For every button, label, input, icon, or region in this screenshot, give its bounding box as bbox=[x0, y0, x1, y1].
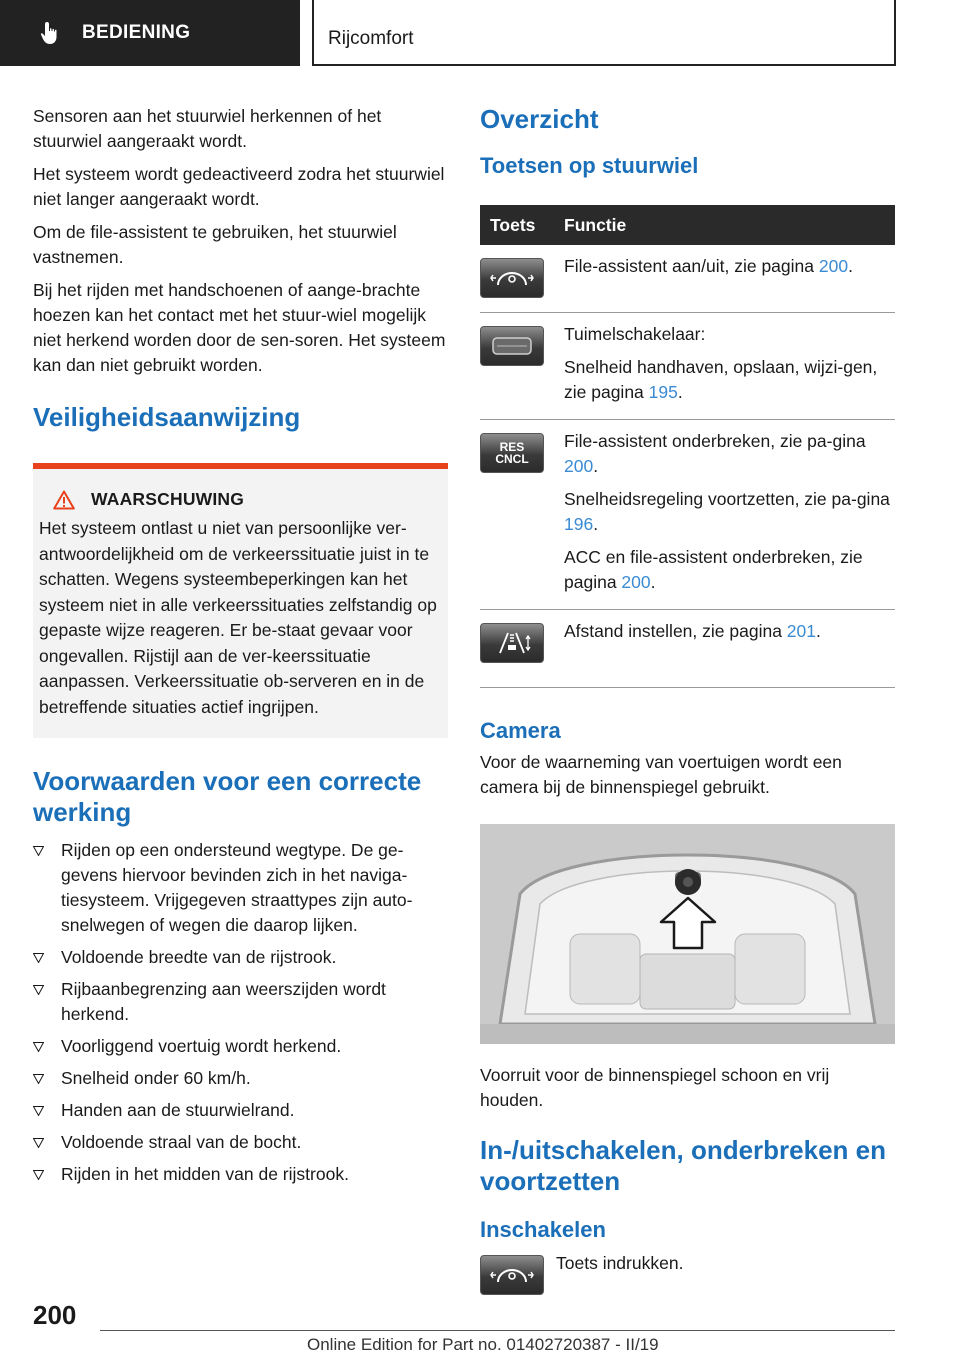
table-row bbox=[480, 245, 895, 313]
warning-triangle-icon bbox=[53, 490, 75, 510]
overview-heading: Overzicht bbox=[480, 104, 599, 134]
list-item: Rijbaanbegrenzing aan weerszijden wordt herkend. bbox=[33, 977, 448, 1027]
warning-title: WAARSCHUWING bbox=[91, 489, 245, 509]
hand-pointer-icon bbox=[38, 20, 64, 46]
res-cncl-icon: RES CNCL bbox=[480, 433, 544, 473]
left-column bbox=[33, 104, 448, 1194]
footer-divider bbox=[100, 1330, 895, 1331]
camera-note: Voorruit voor de binnenspiegel schoon en vrij houden. bbox=[480, 1065, 830, 1110]
list-item: Rijden in het midden van de rijstrook. bbox=[33, 1162, 448, 1187]
list-item: Voorliggend voertuig wordt herkend. bbox=[33, 1034, 448, 1059]
page-number: 200 bbox=[33, 1300, 77, 1330]
paragraph: Bij het rijden met handschoenen of aange-brachte hoezen kan het contact met het stuur-wiel mogelijk niet herkend worden door de sen-soren. Het systeem kan dan niet gebruikt worden. bbox=[33, 280, 446, 375]
safety-heading: Veiligheidsaanwijzing bbox=[33, 402, 301, 432]
section-title: Rijcomfort bbox=[312, 0, 896, 66]
lane-assist-icon bbox=[480, 1255, 544, 1295]
triangle-bullet-icon bbox=[33, 985, 44, 995]
conditions-heading: Voorwaarden voor een correcte werking bbox=[33, 766, 422, 827]
page-link[interactable]: 200 bbox=[564, 456, 594, 476]
list-item: Snelheid onder 60 km/h. bbox=[33, 1066, 448, 1091]
list-item: Voldoende breedte van de rijstrook. bbox=[33, 945, 448, 970]
distance-icon bbox=[480, 623, 544, 663]
triangle-bullet-icon bbox=[33, 1074, 44, 1084]
function-text: Tuimelschakelaar: bbox=[564, 324, 706, 344]
function-text: Snelheid handhaven, opslaan, wijzi-gen, zie pagina 195. bbox=[564, 357, 878, 402]
column-header-key: Toets bbox=[490, 214, 536, 235]
list-item: Handen aan de stuurwielrand. bbox=[33, 1098, 448, 1123]
function-text: File-assistent onderbreken, zie pa-gina 200. bbox=[564, 431, 866, 476]
warning-header bbox=[39, 489, 440, 510]
table-row bbox=[480, 313, 895, 420]
conditions-list bbox=[33, 838, 448, 1187]
buttons-heading: Toetsen op stuurwiel bbox=[480, 153, 699, 178]
function-text: File-assistent aan/uit, zie pagina 200. bbox=[564, 256, 853, 276]
page-header bbox=[0, 0, 960, 66]
switch-heading: In-/uitschakelen, onderbreken en voortzetten bbox=[480, 1135, 886, 1196]
rocker-switch-icon bbox=[480, 326, 544, 366]
triangle-bullet-icon bbox=[33, 846, 44, 856]
table-row bbox=[480, 420, 895, 610]
page-link[interactable]: 200 bbox=[621, 572, 651, 592]
table-header bbox=[480, 205, 895, 245]
function-text: ACC en file-assistent onderbreken, zie pagina 200. bbox=[564, 547, 863, 592]
camera-heading: Camera bbox=[480, 718, 561, 743]
warning-box bbox=[33, 463, 448, 738]
page-link[interactable]: 200 bbox=[818, 256, 849, 276]
triangle-bullet-icon bbox=[33, 1106, 44, 1116]
function-text: Afstand instellen, zie pagina 201. bbox=[564, 621, 821, 641]
edition-text: Online Edition for Part no. 01402720387 - II/19 bbox=[307, 1335, 659, 1354]
enable-instruction bbox=[480, 1251, 895, 1295]
page-link[interactable]: 196 bbox=[564, 514, 594, 534]
function-text: Snelheidsregeling voortzetten, zie pa-gina 196. bbox=[564, 489, 890, 534]
column-header-function: Functie bbox=[564, 214, 627, 235]
chapter-tab bbox=[0, 0, 300, 66]
enable-text: Toets indrukken. bbox=[556, 1253, 684, 1273]
windshield-camera-illustration bbox=[480, 824, 895, 1044]
list-item: Voldoende straal van de bocht. bbox=[33, 1130, 448, 1155]
paragraph: Sensoren aan het stuurwiel herkennen of het stuurwiel aangeraakt wordt. bbox=[33, 106, 382, 151]
warning-text: Het systeem ontlast u niet van persoonlijke ver-antwoordelijkheid om de verkeerssituatie juist in te schatten. Wegens systeembeperkingen kan het systeem niet in alle verkeerssituaties zelfstandig op gepaste wijze reageren. Er be-staat gevaar voor ongevallen. Rijstijl aan de ver-keerssituatie aanpassen. Verkeerssituatie ob-serveren en in de betreffende situaties actief ingrijpen. bbox=[39, 518, 437, 717]
right-column bbox=[480, 104, 895, 1295]
page-link[interactable]: 201 bbox=[786, 621, 816, 641]
triangle-bullet-icon bbox=[33, 1138, 44, 1148]
paragraph: Om de file-assistent te gebruiken, het stuurwiel vastnemen. bbox=[33, 222, 397, 267]
triangle-bullet-icon bbox=[33, 1170, 44, 1180]
chapter-title: BEDIENING bbox=[82, 22, 191, 43]
camera-text: Voor de waarneming van voertuigen wordt een camera bij de binnenspiegel gebruikt. bbox=[480, 752, 842, 797]
triangle-bullet-icon bbox=[33, 1042, 44, 1052]
table-row bbox=[480, 610, 895, 688]
list-item: Rijden op een ondersteund wegtype. De ge-gevens hiervoor bevinden zich in het naviga-tiesysteem. Vrijgegeven straattypes zijn auto-snelwegen of wegen die daarop lijken. bbox=[33, 838, 448, 938]
buttons-table bbox=[480, 205, 895, 688]
page-link[interactable]: 195 bbox=[648, 382, 678, 402]
paragraph: Het systeem wordt gedeactiveerd zodra het stuurwiel niet langer aangeraakt wordt. bbox=[33, 164, 445, 209]
triangle-bullet-icon bbox=[33, 953, 44, 963]
enable-heading: Inschakelen bbox=[480, 1217, 606, 1242]
lane-assist-icon bbox=[480, 258, 544, 298]
